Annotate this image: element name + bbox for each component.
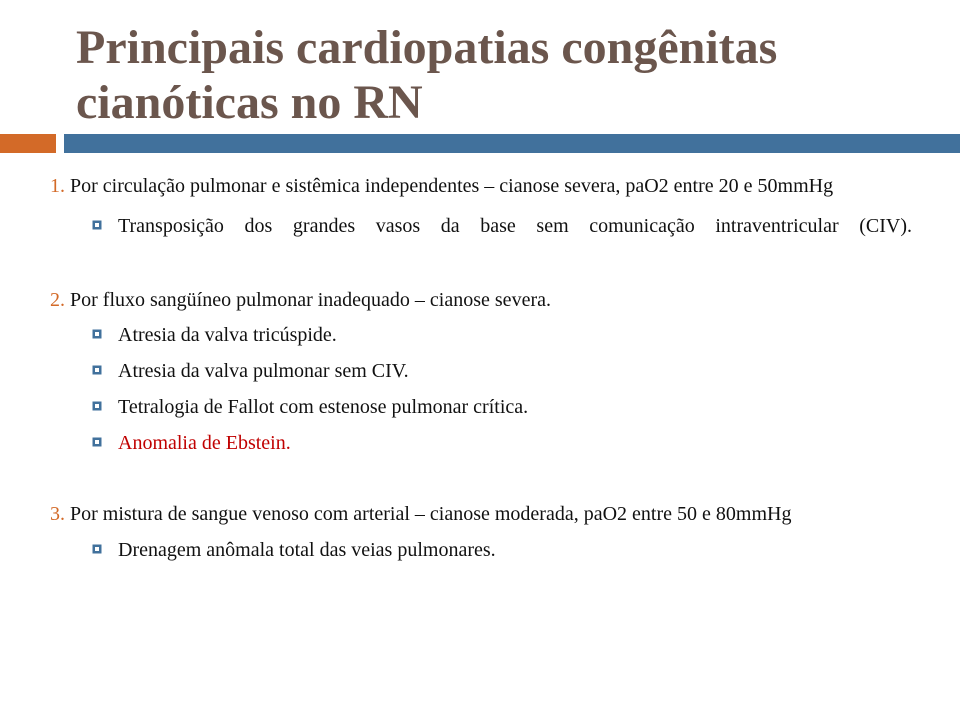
list-item-highlighted (50, 431, 912, 455)
accent-bar-blue (64, 134, 960, 153)
list-item (50, 323, 912, 347)
slide-body (50, 170, 912, 562)
square-bullet-icon (92, 329, 102, 339)
slide-title-line-1: Principais cardiopatias congênitas (76, 21, 778, 74)
list-item-text: Transposição dos grandes vasos da base sem comunicação intraventricular (CIV). (118, 215, 912, 237)
list-item (50, 395, 912, 419)
section-heading-text: Por mistura de sangue venoso com arterial – cianose moderada, paO2 entre 50 e 80mmHg (70, 503, 792, 525)
slide-title-line-2: cianóticas no RN (76, 76, 423, 129)
list-item-text: Drenagem anômala total das veias pulmonares. (118, 539, 496, 561)
section-heading-text: Por fluxo sangüíneo pulmonar inadequado – cianose severa. (70, 289, 551, 311)
accent-bar-orange (0, 134, 56, 153)
list-item-text: Atresia da valva pulmonar sem CIV. (118, 360, 409, 382)
slide-title (76, 20, 936, 130)
list-item (50, 538, 912, 562)
list-item (50, 359, 912, 383)
section-number: 2. (50, 289, 65, 311)
list-item (50, 214, 912, 238)
list-item-text: Anomalia de Ebstein. (118, 432, 291, 454)
section-number: 3. (50, 503, 65, 525)
square-bullet-icon (92, 544, 102, 554)
square-bullet-icon (92, 365, 102, 375)
section-1-heading (50, 174, 912, 198)
section-2-heading (50, 288, 912, 312)
list-item-text: Atresia da valva tricúspide. (118, 324, 337, 346)
square-bullet-icon (92, 437, 102, 447)
section-3-heading (50, 502, 912, 526)
list-item-text: Tetralogia de Fallot com estenose pulmonar crítica. (118, 396, 529, 418)
section-heading-text: Por circulação pulmonar e sistêmica independentes – cianose severa, paO2 entre 20 e 50mmHg (70, 175, 834, 197)
square-bullet-icon (92, 220, 102, 230)
square-bullet-icon (92, 401, 102, 411)
section-number: 1. (50, 175, 65, 197)
